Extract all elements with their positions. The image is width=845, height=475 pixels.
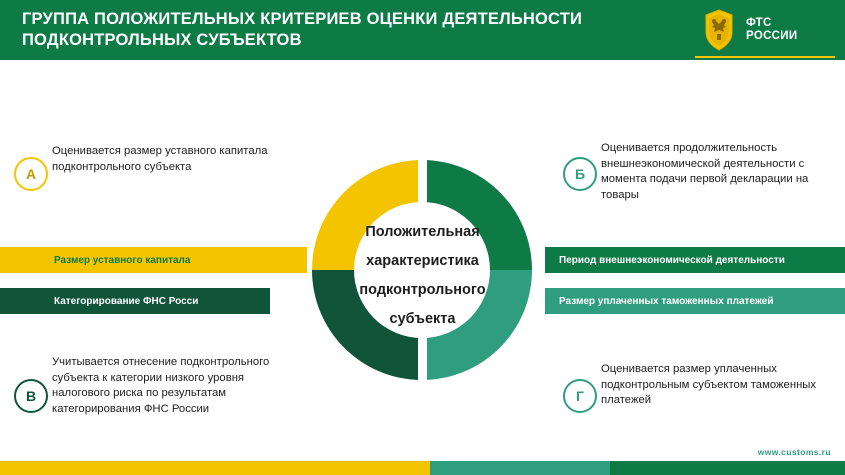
bar-period-ved <box>545 247 845 273</box>
badge-b: Б <box>563 157 597 191</box>
center-line-4: субъекта <box>389 311 456 327</box>
ring-center-label <box>340 218 505 334</box>
central-ring <box>292 140 552 400</box>
center-line-2: характеристика <box>366 253 479 269</box>
bar-green-right-label: Период внешнеэкономической деятельности <box>559 254 785 266</box>
badge-g: Г <box>563 379 597 413</box>
double-headed-eagle-emblem-icon <box>699 8 739 52</box>
bar-teal-right-label: Размер уплаченных таможенных платежей <box>559 295 774 307</box>
footer-bar <box>0 461 845 475</box>
description-b: Оценивается продолжительность внешнеэкономической деятельности с момента подачи первой декларации на товары <box>601 142 809 201</box>
header-accent-rule <box>695 56 835 58</box>
description-a: Оценивается размер уставного капитала подконтрольного субъекта <box>52 145 268 173</box>
bar-tamozhennye-platezhi <box>545 288 845 314</box>
page-title: ГРУППА ПОЛОЖИТЕЛЬНЫХ КРИТЕРИЕВ ОЦЕНКИ ДЕЯТЕЛЬНОСТИ ПОДКОНТРОЛЬНЫХ СУБЪЕКТОВ <box>22 10 583 49</box>
bar-ustavnoy-kapital <box>0 247 307 273</box>
bar-dark-green-label: Категорирование ФНС Росси <box>54 295 199 307</box>
description-v: Учитывается отнесение подконтрольного субъекта к категории низкого уровня налогового риска по результатам категорирования ФНС России <box>52 356 270 415</box>
center-line-1: Положительная <box>365 224 480 240</box>
center-line-3: подконтрольного <box>359 282 486 298</box>
fts-logo-text <box>746 17 797 43</box>
badge-v: В <box>14 379 48 413</box>
badge-a: А <box>14 157 48 191</box>
bar-yellow-label: Размер уставного капитала <box>54 254 191 266</box>
fts-logo <box>699 7 831 53</box>
footer-url[interactable]: www.customs.ru <box>757 447 831 457</box>
footer-segment-teal <box>430 461 610 475</box>
logo-line-2: РОССИИ <box>746 30 798 42</box>
slide-header <box>0 0 845 60</box>
logo-line-1: ФТС <box>746 17 772 29</box>
description-g: Оценивается размер уплаченных подконтрольным субъектом таможенных платежей <box>601 363 817 406</box>
footer-segment-yellow <box>0 461 430 475</box>
bar-kategorirovanie-fns <box>0 288 270 314</box>
